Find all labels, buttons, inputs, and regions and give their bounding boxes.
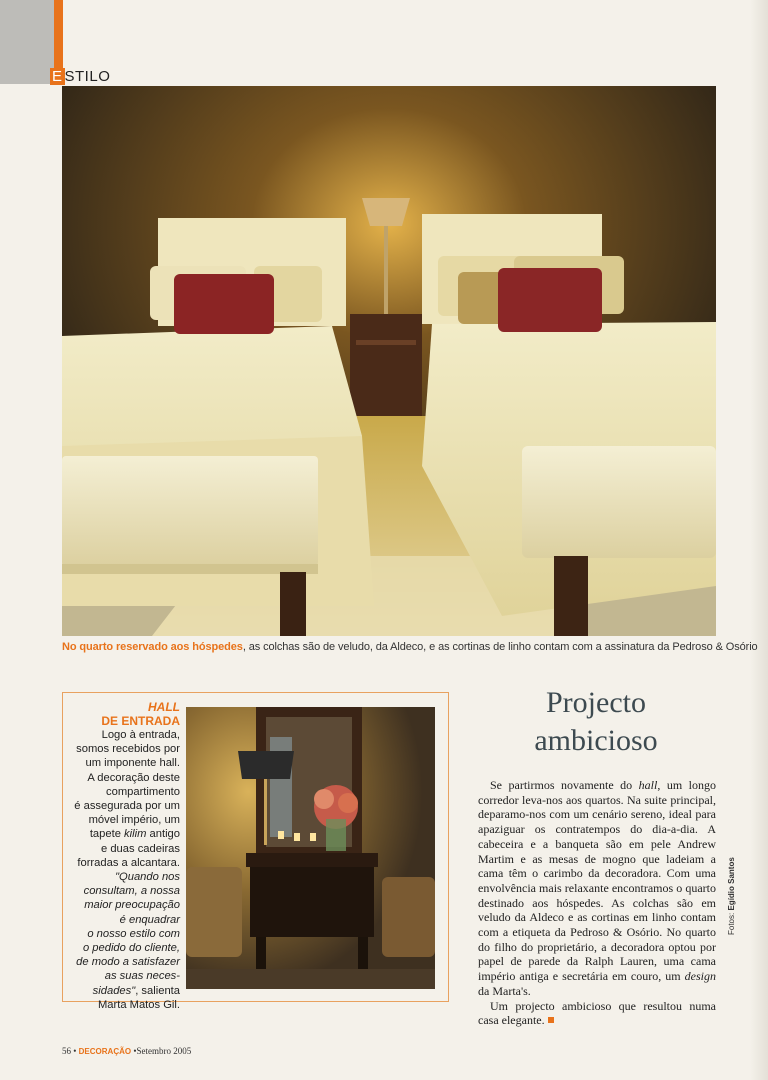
- sidebar-text: tapete: [89, 828, 125, 841]
- sidebar-line: compartimento: [106, 785, 180, 798]
- magazine-name: DECORAÇÃO: [78, 1047, 132, 1056]
- section-rest: STILO: [64, 68, 111, 85]
- issue-date: Setembro 2005: [136, 1046, 192, 1056]
- end-mark-icon: [548, 1017, 554, 1023]
- article-title: [476, 684, 716, 760]
- sidebar-heading-hall: HALL: [148, 700, 180, 714]
- page-edge-shadow: [750, 0, 768, 1080]
- article-title-line: ambicioso: [534, 724, 658, 757]
- sidebar-heading-entrada: DE ENTRADA: [101, 714, 180, 728]
- sidebar-quote-line: o pedido do cliente,: [82, 942, 180, 955]
- credit-name: Egídio Santos: [727, 857, 736, 911]
- sidebar-quote-line: as suas neces-: [104, 970, 180, 983]
- sidebar-line: somos recebidos por: [76, 743, 180, 756]
- section-label: [50, 68, 110, 85]
- page-number: 56: [62, 1046, 71, 1056]
- sidebar-quote-line: consultam, a nossa: [83, 885, 180, 898]
- credit-label: Fotos:: [727, 912, 736, 935]
- hall-sidebar-text: [70, 700, 180, 1012]
- article-italic-term: design: [684, 969, 716, 984]
- folio-separator: •: [71, 1046, 79, 1056]
- section-initial: E: [52, 68, 63, 85]
- sidebar-quote-line: "Quando nos: [115, 871, 180, 884]
- caption-text: , as colchas são de veludo, da Aldeco, e as cortinas de linho contam com a assinatura da Pedroso & Osório: [242, 641, 758, 653]
- sidebar-line: forradas a alcantara.: [77, 856, 180, 869]
- sidebar-italic-term: kilim: [124, 828, 147, 841]
- sidebar-text: antigo: [146, 828, 180, 841]
- article-body: [478, 778, 716, 1028]
- sidebar-quote-line: maior preocupação: [84, 899, 180, 912]
- sidebar-text: , salienta: [135, 984, 180, 997]
- sidebar-line: e duas cadeiras: [101, 842, 180, 855]
- sidebar-line: Logo à entrada,: [101, 729, 180, 741]
- sidebar-quote-line: é enquadrar: [119, 913, 180, 926]
- sidebar-author: Marta Matos Gil.: [97, 998, 180, 1011]
- sidebar-quote-end: [70, 984, 180, 998]
- sidebar-line: A decoração deste: [87, 771, 180, 784]
- sidebar-quote-line: de modo a satisfazer: [76, 956, 180, 969]
- sidebar-line: é assegurada por um: [74, 800, 180, 813]
- article-title-line: Projecto: [546, 686, 646, 719]
- sidebar-line: um imponente hall.: [85, 757, 180, 770]
- sidebar-quote-line: sidades": [92, 984, 136, 997]
- sidebar-line-tapete: [70, 827, 180, 841]
- article-paragraph: [478, 778, 716, 999]
- guest-bedroom-photo: [62, 86, 716, 636]
- header-gray-block: [0, 0, 54, 84]
- photo-caption: [62, 641, 758, 653]
- article-text: , um longo corredor leva-nos aos quartos. Na suite principal, deparamo-nos com um cenário sereno, ideal para apaziguar os contratempos do dia-a-dia. A cabeceira e a banqueta são em pele Andrew Martim e as mesas de mogno que ladeiam a cama têm o carimbo da decoradora. Com uma envolvência mais relaxante encontramos o quarto destinado aos hóspedes. As colchas são em veludo da Aldeco e as cortinas em linho contam com a etiqueta da Pedroso & Osório. No quarto do filho do proprietário, a decoradora optou por papel de parede da Ralph Lauren, uma cama império antiga e secretária em couro, um: [478, 778, 717, 984]
- folio-separator: •: [131, 1046, 137, 1056]
- photo-credit: [727, 857, 736, 935]
- article-text: da Marta's.: [478, 983, 531, 998]
- caption-highlight: No quarto reservado aos hóspedes: [62, 641, 243, 653]
- article-paragraph: [478, 999, 716, 1028]
- sidebar-line: móvel império, um: [88, 814, 180, 827]
- article-text: Se partirmos novamente do: [490, 778, 639, 792]
- page-folio: [62, 1046, 191, 1056]
- sidebar-quote-line: o nosso estilo com: [87, 927, 180, 940]
- article-text: Um projecto ambicioso que resultou numa casa elegante.: [478, 998, 716, 1028]
- entrance-hall-photo: [186, 707, 435, 989]
- article-italic-term: hall: [638, 778, 658, 792]
